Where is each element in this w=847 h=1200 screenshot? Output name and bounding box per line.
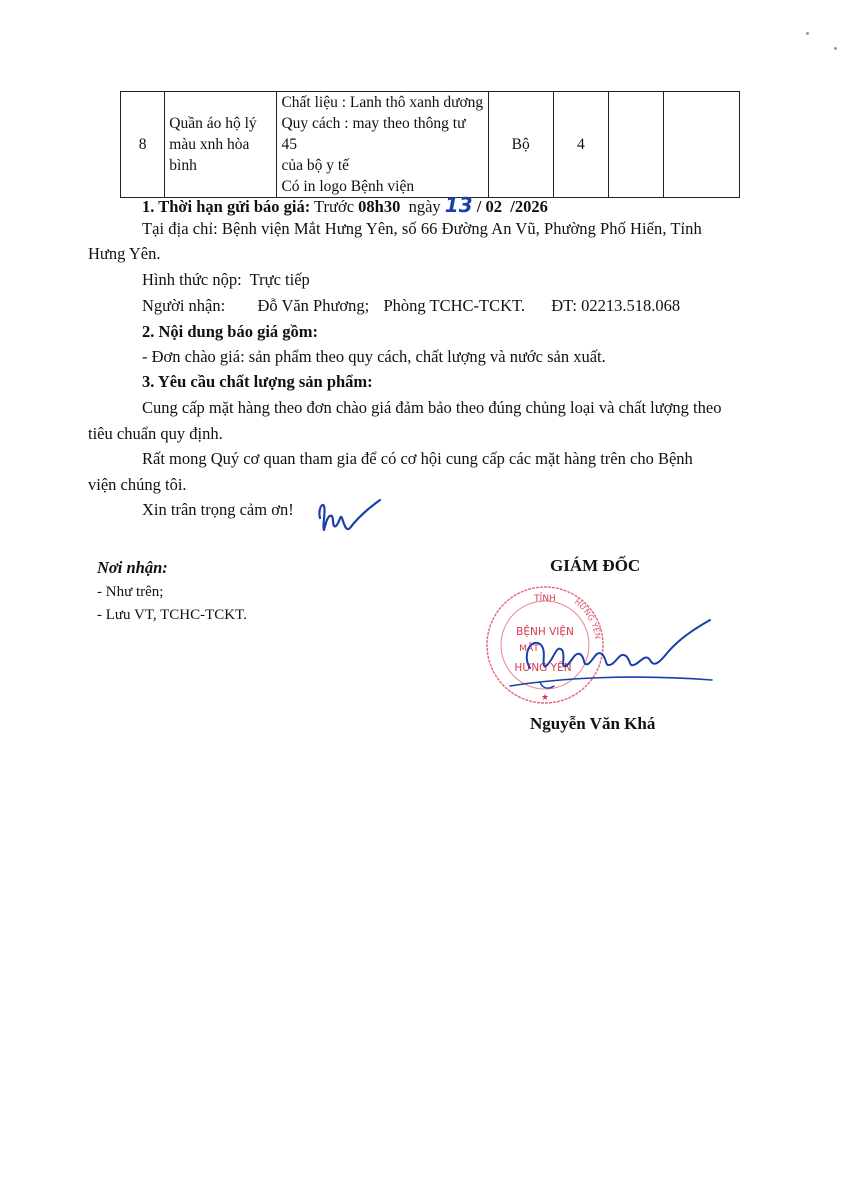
cell-specification (277, 92, 488, 198)
cell-item-name (165, 92, 277, 198)
signer-title: GIÁM ĐỐC (550, 556, 641, 575)
stamp-ring-text: HƯNG YÊN (572, 597, 603, 640)
item-name-line: Quần áo hộ lý (169, 115, 257, 132)
items-table (120, 91, 740, 198)
cell-empty (663, 92, 739, 198)
method-line (142, 270, 310, 290)
section2-item: - Đơn chào giá: sản phẩm theo quy cách, chất lượng và nước sản xuất. (142, 347, 606, 366)
deadline-line (142, 193, 548, 217)
receiver-department: Phòng TCHC-TCKT. (383, 296, 525, 315)
invitation-paragraph-line: Rất mong Quý cơ quan tham gia để có cơ hội cung cấp các mặt hàng trên cho Bệnh (142, 449, 693, 468)
address-line-continued: Hưng Yên. (88, 244, 161, 263)
receiver-line (142, 296, 680, 316)
method-value: Trực tiếp (249, 270, 310, 289)
scan-speck (806, 32, 809, 35)
receiver-phone: ĐT: 02213.518.068 (551, 296, 681, 315)
spec-line: Có in logo Bệnh viện (281, 178, 415, 195)
cell-unit: Bộ (488, 92, 553, 198)
deadline-time: 08h30 (358, 197, 401, 216)
item-name-line: màu xnh hòa (169, 136, 250, 153)
recipients-title: Nơi nhận: (97, 558, 168, 577)
initials-signature (314, 492, 384, 536)
deadline-year: /2026 (510, 197, 548, 216)
section2-heading: 2. Nội dung báo giá gồm: (142, 322, 319, 341)
signer-name: Nguyễn Văn Khá (530, 714, 656, 733)
item-name-line: bình (169, 157, 197, 174)
stamp-top-text: TỈNH (534, 594, 556, 604)
invitation-paragraph-line: viện chúng tôi. (88, 475, 187, 494)
quality-paragraph-line: tiêu chuẩn quy định. (88, 424, 223, 443)
deadline-day-handwritten: 13 (444, 193, 473, 217)
receiver-label: Người nhận: (142, 296, 226, 315)
table-row (121, 92, 740, 198)
scan-speck (834, 47, 837, 50)
section1-heading: 1. Thời hạn gửi báo giá: (142, 197, 311, 216)
deadline-day-label: ngày (408, 197, 441, 216)
stamp-star-icon: ★ (540, 693, 550, 703)
thanks-line: Xin trân trọng cảm ơn! (142, 500, 294, 519)
receiver-name: Đỗ Văn Phương; (257, 296, 370, 315)
deadline-month: 02 (485, 197, 502, 216)
spec-line: Chất liệu : Lanh thô xanh dương (281, 94, 484, 111)
quality-paragraph-line: Cung cấp mặt hàng theo đơn chào giá đảm bảo theo đúng chủng loại và chất lượng theo (142, 398, 722, 417)
spec-line: Quy cách : may theo thông tư 45 (281, 115, 466, 153)
method-label: Hình thức nộp: (142, 270, 242, 289)
stamp-line-2: MẮT (519, 644, 539, 654)
stamp-line-3: HƯNG YÊN (514, 662, 572, 674)
stamp-line-1: BỆNH VIỆN (516, 626, 574, 638)
deadline-before: Trước (314, 197, 355, 216)
deadline-separator: / (476, 197, 482, 216)
spec-line: của bộ y tế (281, 157, 350, 174)
cell-empty (609, 92, 664, 198)
recipient-item: - Như trên; (97, 584, 164, 600)
recipient-item: - Lưu VT, TCHC-TCKT. (97, 607, 247, 623)
director-signature (500, 616, 715, 696)
cell-stt: 8 (121, 92, 165, 198)
address-line: Tại địa chỉ: Bệnh viện Mắt Hưng Yên, số 66 Đường An Vũ, Phường Phố Hiến, Tỉnh (142, 219, 702, 238)
section3-heading: 3. Yêu cầu chất lượng sản phẩm: (142, 372, 373, 391)
cell-quantity: 4 (553, 92, 608, 198)
